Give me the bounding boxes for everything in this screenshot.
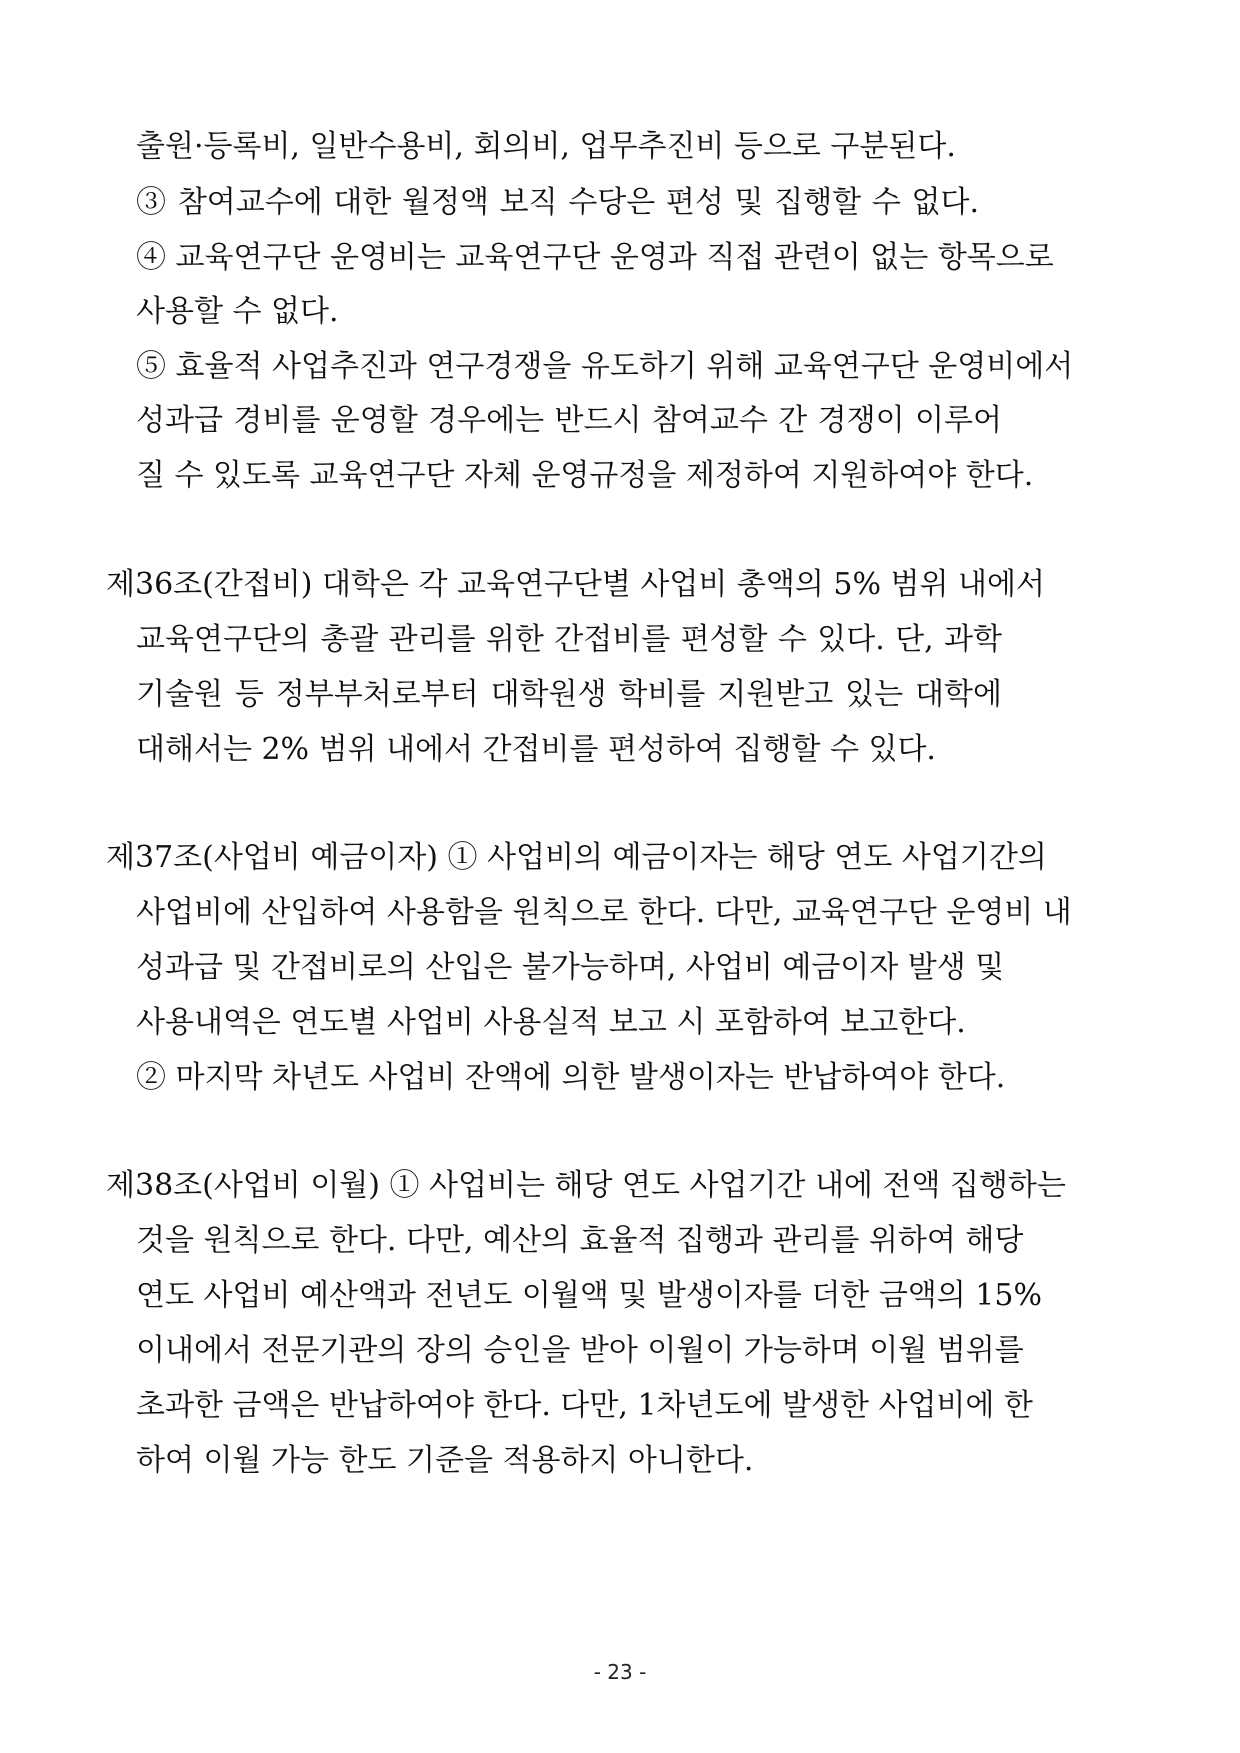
text-line: 성과급 경비를 운영할 경우에는 반드시 참여교수 간 경쟁이 이루어 [136,403,1002,438]
text-line: ③ 참여교수에 대한 월정액 보직 수당은 편성 및 집행할 수 없다. [136,185,979,220]
text-line: ⑤ 효율적 사업추진과 연구경쟁을 유도하기 위해 교육연구단 운영비에서 [136,349,1074,384]
text-line: 사용내역은 연도별 사업비 사용실적 보고 시 포함하여 보고한다. [136,1005,966,1040]
text-line: 사업비에 산입하여 사용함을 원칙으로 한다. 다만, 교육연구단 운영비 내 [136,895,1072,930]
article-36-heading-line: 제36조(간접비) 대학은 각 교육연구단별 사업비 총액의 5% 범위 내에서 [106,567,1045,602]
text-line: ④ 교육연구단 운영비는 교육연구단 운영과 직접 관련이 없는 항목으로 [136,240,1054,275]
text-line: 질 수 있도록 교육연구단 자체 운영규정을 제정하여 지원하여야 한다. [136,458,1034,493]
text-line: 것을 원칙으로 한다. 다만, 예산의 효율적 집행과 관리를 위하여 해당 [136,1223,1024,1258]
text-line: ② 마지막 차년도 사업비 잔액에 의한 발생이자는 반납하여야 한다. [136,1060,1006,1095]
text-line: 교육연구단의 총괄 관리를 위한 간접비를 편성할 수 있다. 단, 과학 [136,622,1002,657]
text-line: 초과한 금액은 반납하여야 한다. 다만, 1차년도에 발생한 사업비에 한 [136,1388,1033,1423]
text-line: 대해서는 2% 범위 내에서 간접비를 편성하여 집행할 수 있다. [136,732,936,767]
text-line: 하여 이월 가능 한도 기준을 적용하지 아니한다. [136,1443,754,1478]
text-line: 사용할 수 없다. [136,294,339,329]
text-line: 기술원 등 정부부처로부터 대학원생 학비를 지원받고 있는 대학에 [136,677,1002,712]
text-line: 이내에서 전문기관의 장의 승인을 받아 이월이 가능하며 이월 범위를 [136,1333,1024,1368]
page-number: - 23 - [593,1660,647,1684]
text-line: 연도 사업비 예산액과 전년도 이월액 및 발생이자를 더한 금액의 15% [136,1278,1042,1313]
article-37-heading-line: 제37조(사업비 예금이자) ① 사업비의 예금이자는 해당 연도 사업기간의 [106,840,1047,875]
text-line: 출원·등록비, 일반수용비, 회의비, 업무추진비 등으로 구분된다. [136,129,956,164]
article-38-heading-line: 제38조(사업비 이월) ① 사업비는 해당 연도 사업기간 내에 전액 집행하는 [106,1168,1066,1203]
text-line: 성과급 및 간접비로의 산입은 불가능하며, 사업비 예금이자 발생 및 [136,950,1005,985]
